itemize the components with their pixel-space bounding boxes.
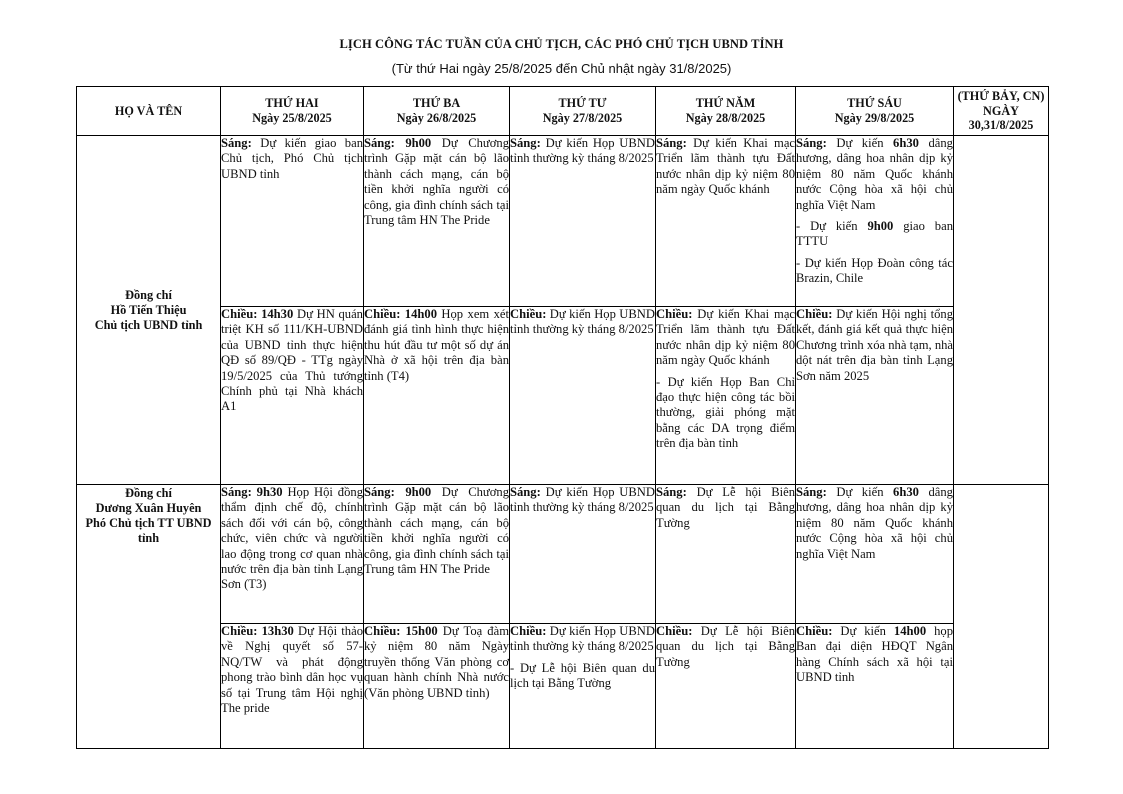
schedule-entry (796, 256, 953, 287)
schedule-entry (510, 307, 655, 338)
header-day-label: THỨ BA (412, 96, 461, 111)
table-row (77, 307, 1049, 485)
person-name-line: Phó Chủ tịch TT UBND tỉnh (85, 516, 212, 545)
schedule-entry (364, 624, 509, 701)
document-subtitle: (Từ thứ Hai ngày 25/8/2025 đến Chủ nhật ngày 31/8/2025) (391, 61, 732, 76)
entry-text: Dự kiến (826, 136, 894, 150)
schedule-entry (364, 485, 509, 577)
header-day-label: THỨ NĂM (695, 96, 756, 111)
schedule-cell (510, 136, 656, 307)
person-name-line: Đồng chí (125, 287, 172, 302)
entry-time-label: Chiều: (796, 624, 833, 638)
schedule-cell (796, 307, 954, 485)
entry-time-label: Sáng: 9h30 (221, 485, 283, 499)
schedule-cell (796, 624, 954, 749)
entry-text: Dự HN quán triệt KH số 111/KH-UBND của UBND tỉnh thực hiện QĐ số 89/QĐ - TTg ngày 19/5/2025 của Thủ tướng Chính phủ tại Nhà khách A1 (221, 307, 363, 414)
schedule-entry (796, 307, 953, 384)
entry-text: Dự kiến Họp UBND tỉnh thường kỳ tháng 8/2025 (510, 307, 655, 337)
schedule-cell (510, 307, 656, 485)
schedule-cell (364, 136, 510, 307)
entry-time-label: Sáng: (796, 485, 827, 499)
schedule-cell (221, 624, 364, 749)
entry-time-label: Sáng: (796, 136, 827, 150)
table-row (77, 624, 1049, 749)
table-row (77, 485, 1049, 624)
entry-text: Họp xem xét đánh giá tình hình thực hiện thu hút đầu tư một số dự án Nhà ở xã hội trên địa bàn tỉnh (T4) (364, 307, 509, 383)
schedule-table (76, 86, 1049, 749)
person-name-line: Đồng chí (125, 486, 172, 500)
header-day-label: THỨ SÁU (847, 96, 902, 111)
schedule-entry (796, 136, 953, 213)
schedule-entry (656, 375, 795, 452)
entry-time-label: Chiều: 15h00 (364, 624, 438, 638)
schedule-entry (221, 307, 363, 415)
schedule-entry (796, 219, 953, 250)
entry-text: giao ban TTTU (796, 219, 953, 249)
entry-text: Dự Hội thảo về Nghị quyết số 57-NQ/TW và phát động phong trào bình dân học vụ số tại Trung tâm Hội nghị The pride (221, 624, 363, 716)
header-friday (796, 87, 954, 136)
header-name (77, 87, 221, 136)
schedule-cell (364, 624, 510, 749)
schedule-entry (510, 661, 655, 692)
schedule-entry (510, 485, 655, 516)
person-name-line: Hồ Tiến Thiệu (110, 302, 187, 317)
header-date-label: Ngày 29/8/2025 (834, 111, 915, 125)
table-row (77, 136, 1049, 307)
entry-text: Dự kiến Hội nghị tổng kết, đánh giá kết quả thực hiện Chương trình xóa nhà tạm, nhà dột nát trên địa bàn tỉnh Lạng Sơn năm 2025 (796, 307, 953, 383)
schedule-entry (221, 136, 363, 182)
entry-time-label: Chiều: (796, 307, 833, 321)
header-date-label: Ngày 25/8/2025 (252, 111, 332, 125)
schedule-entry (510, 136, 655, 167)
person-name-line: Dương Xuân Huyên (95, 501, 202, 515)
entry-time-label: Sáng: (656, 485, 687, 499)
entry-time-label: Sáng: (221, 136, 252, 150)
entry-text: dâng hương, dâng hoa nhân dịp kỷ niệm 80 năm Quốc khánh nước Cộng hòa xã hội chủ nghĩa Việt Nam (796, 485, 953, 561)
schedule-cell (796, 485, 954, 624)
schedule-cell (510, 485, 656, 624)
entry-text: Dự kiến giao ban Chủ tịch, Phó Chủ tịch UBND tỉnh (221, 136, 363, 181)
entry-time-label: Chiều: (656, 307, 693, 321)
person-name-cell (77, 485, 221, 749)
entry-text: Dự Chương trình Gặp mặt cán bộ lão thành cách mạng, cán bộ tiền khởi nghĩa người có công, gia đình chính sách tại Trung tâm HN The Pride (364, 485, 509, 577)
entry-time-label: Chiều: (510, 624, 547, 638)
schedule-entry (796, 624, 953, 686)
schedule-entry (364, 136, 509, 228)
header-date-label: Ngày 26/8/2025 (396, 111, 477, 125)
weekend-cell (954, 485, 1049, 749)
entry-text: Dự kiến (832, 624, 894, 638)
header-row (77, 87, 1049, 136)
entry-text: Dự kiến Khai mạc Triển lãm thành tựu Đất nước nhân dịp kỷ niệm 80 năm ngày Quốc khánh (656, 136, 795, 197)
schedule-entry (221, 624, 363, 716)
entry-text: - Dự kiến (796, 219, 868, 234)
schedule-entry (656, 624, 795, 670)
entry-time-label: 9h00 (867, 219, 894, 234)
entry-time-label: Sáng: 9h00 (364, 485, 432, 499)
entry-time-label: 6h30 (893, 136, 919, 150)
header-date-label: Ngày 28/8/2025 (685, 111, 766, 125)
entry-time-label: Sáng: (510, 136, 541, 150)
header-name-label: HỌ VÀ TÊN (114, 103, 183, 118)
schedule-entry (656, 136, 795, 198)
person-name-cell (77, 136, 221, 485)
entry-text: họp Ban đại diện HĐQT Ngân hàng Chính sách xã hội tại UBND tỉnh (796, 624, 953, 685)
schedule-cell (510, 624, 656, 749)
header-day-label: THỨ HAI (265, 96, 319, 111)
entry-time-label: Chiều: 13h30 (221, 624, 294, 638)
schedule-entry (796, 485, 953, 562)
entry-text: Dự kiến Họp UBND tỉnh thường kỳ tháng 8/2025 (510, 485, 655, 515)
entry-time-label: Chiều: 14h30 (221, 307, 294, 321)
entry-text: Dự Lễ hội Biên quan du lịch tại Bằng Tường (656, 485, 795, 530)
person-name-line: Chủ tịch UBND tỉnh (94, 317, 203, 332)
document-title: LỊCH CÔNG TÁC TUẦN CỦA CHỦ TỊCH, CÁC PHÓ CHỦ TỊCH UBND TỈNH (339, 37, 784, 51)
entry-time-label: Sáng: 9h00 (364, 136, 432, 150)
entry-text: Dự kiến Khai mạc Triển lãm thành tựu Đất nước nhân dịp kỷ niệm 80 năm ngày Quốc khánh (656, 307, 795, 368)
entry-text: Dự Chương trình Gặp mặt cán bộ lão thành cách mạng, cán bộ tiền khởi nghĩa người có công, gia đình chính sách tại Trung tâm HN The Pride (364, 136, 509, 228)
schedule-entry (656, 307, 795, 369)
entry-time-label: Chiều: (510, 307, 547, 321)
weekend-cell (954, 136, 1049, 485)
entry-time-label: Chiều: (656, 624, 693, 638)
entry-text: Dự kiến Họp UBND tỉnh thường kỳ tháng 8/2025 (510, 624, 655, 654)
schedule-entry (364, 307, 509, 384)
entry-text: Dự kiến (826, 485, 894, 499)
header-weekend-label: (THỨ BẢY, CN) NGÀY 30,31/8/2025 (957, 88, 1045, 133)
schedule-cell (221, 307, 364, 485)
header-wednesday (510, 87, 656, 136)
entry-text: - Dự Lễ hội Biên quan du lịch tại Bằng Tường (510, 660, 655, 691)
header-day-label: THỨ TƯ (558, 96, 607, 111)
schedule-cell (796, 136, 954, 307)
schedule-cell (221, 136, 364, 307)
header-monday (221, 87, 364, 136)
schedule-entry (221, 485, 363, 593)
schedule-entry (510, 624, 655, 655)
entry-text: Họp Hội đồng thẩm định chế độ, chính sách đối với cán bộ, công chức, viên chức và người lao động trong cơ quan nhà nước trên địa bàn tỉnh Lạng Sơn (T3) (221, 485, 363, 592)
entry-text: dâng hương, dâng hoa nhân dịp kỷ niệm 80 năm Quốc khánh nước Cộng hòa xã hội chủ nghĩa Việt Nam (796, 136, 953, 212)
header-date-label: Ngày 27/8/2025 (542, 111, 623, 125)
entry-text: - Dự kiến Họp Ban Chỉ đạo thực hiện công tác bồi thường, giải phóng mặt bằng các DA trọng điểm trên địa bàn tỉnh (656, 374, 795, 451)
entry-text: - Dự kiến Họp Đoàn công tác Brazin, Chile (796, 255, 953, 286)
schedule-entry (656, 485, 795, 531)
entry-text: Dự kiến Họp UBND tỉnh thường kỳ tháng 8/2025 (510, 136, 655, 166)
entry-time-label: 14h00 (893, 624, 927, 638)
entry-time-label: 6h30 (893, 485, 919, 499)
schedule-cell (364, 485, 510, 624)
header-weekend (954, 87, 1049, 136)
schedule-cell (656, 624, 796, 749)
entry-time-label: Sáng: (656, 136, 687, 150)
entry-text: Dự Toạ đàm kỷ niệm 80 năm Ngày truyền thống Văn phòng cơ quan hành chính Nhà nước (Văn phòng UBND tỉnh) (364, 624, 509, 700)
schedule-cell (221, 485, 364, 624)
entry-time-label: Chiều: 14h00 (364, 307, 437, 321)
header-thursday (656, 87, 796, 136)
entry-text: Dự Lễ hội Biên quan du lịch tại Bằng Tường (656, 624, 795, 669)
header-tuesday (364, 87, 510, 136)
schedule-cell (656, 485, 796, 624)
entry-time-label: Sáng: (510, 485, 541, 499)
schedule-cell (364, 307, 510, 485)
schedule-cell (656, 307, 796, 485)
schedule-cell (656, 136, 796, 307)
